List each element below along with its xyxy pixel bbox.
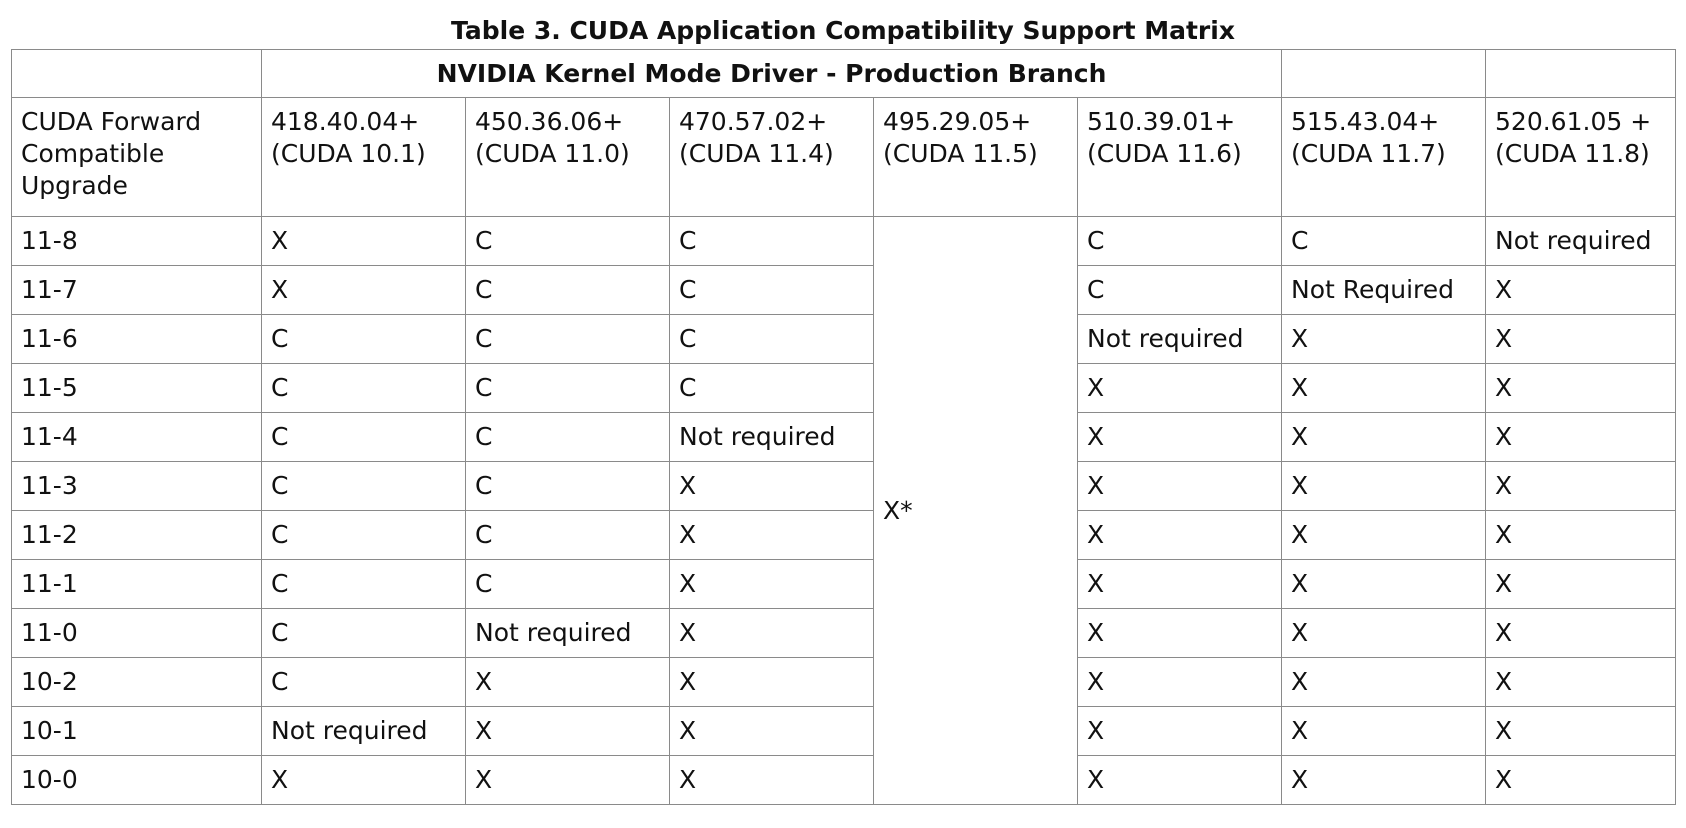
group-header-cell: NVIDIA Kernel Mode Driver - Production Branch — [262, 50, 1282, 98]
row-label: 11-2 — [12, 511, 262, 560]
cell-510: C — [1078, 266, 1282, 315]
cell-520: X — [1486, 462, 1676, 511]
column-header-495 — [874, 98, 1078, 217]
cuda-version: (CUDA 11.7) — [1291, 139, 1446, 168]
cell-515: X — [1282, 511, 1486, 560]
row-label: 10-2 — [12, 658, 262, 707]
row-label: 11-8 — [12, 217, 262, 266]
table-row — [12, 658, 1676, 707]
cell-510: X — [1078, 560, 1282, 609]
cell-510: X — [1078, 756, 1282, 805]
cell-515: X — [1282, 560, 1486, 609]
cell-515: Not Required — [1282, 266, 1486, 315]
cell-515: X — [1282, 707, 1486, 756]
cell-515: X — [1282, 364, 1486, 413]
cell-418: C — [262, 560, 466, 609]
cell-515: C — [1282, 217, 1486, 266]
row-label: 11-1 — [12, 560, 262, 609]
cell-520: Not required — [1486, 217, 1676, 266]
cell-470: C — [670, 315, 874, 364]
cuda-version: (CUDA 11.5) — [883, 139, 1038, 168]
cell-418: C — [262, 364, 466, 413]
column-header-row — [12, 98, 1676, 217]
row-header-line: CUDA Forward — [21, 107, 202, 136]
cell-450: C — [466, 217, 670, 266]
cell-418: C — [262, 511, 466, 560]
cell-418: Not required — [262, 707, 466, 756]
cell-520: X — [1486, 413, 1676, 462]
cell-450: C — [466, 413, 670, 462]
cell-515: X — [1282, 658, 1486, 707]
table-row — [12, 217, 1676, 266]
group-header-row — [12, 50, 1676, 98]
cell-520: X — [1486, 364, 1676, 413]
cell-418: C — [262, 315, 466, 364]
cell-520: X — [1486, 560, 1676, 609]
driver-version: 515.43.04+ — [1291, 107, 1440, 136]
cell-450: C — [466, 462, 670, 511]
driver-version: 470.57.02+ — [679, 107, 828, 136]
cell-418: C — [262, 658, 466, 707]
row-label: 10-0 — [12, 756, 262, 805]
driver-version: 450.36.06+ — [475, 107, 624, 136]
cell-450: Not required — [466, 609, 670, 658]
cell-470: X — [670, 756, 874, 805]
cell-450: X — [466, 658, 670, 707]
cell-450: C — [466, 315, 670, 364]
driver-version: 418.40.04+ — [271, 107, 420, 136]
driver-version: 510.39.01+ — [1087, 107, 1236, 136]
row-header-line: Upgrade — [21, 171, 128, 200]
row-label: 11-4 — [12, 413, 262, 462]
row-label: 11-0 — [12, 609, 262, 658]
table-row — [12, 364, 1676, 413]
column-header-520 — [1486, 98, 1676, 217]
cell-418: X — [262, 217, 466, 266]
cell-470: C — [670, 364, 874, 413]
table-row — [12, 756, 1676, 805]
row-header-line: Compatible — [21, 139, 165, 168]
cuda-version: (CUDA 11.4) — [679, 139, 834, 168]
cell-515: X — [1282, 462, 1486, 511]
cell-510: X — [1078, 707, 1282, 756]
cell-510: X — [1078, 462, 1282, 511]
cell-470: X — [670, 511, 874, 560]
column-header-418 — [262, 98, 466, 217]
cell-510: X — [1078, 658, 1282, 707]
cell-418: C — [262, 462, 466, 511]
cell-510: X — [1078, 413, 1282, 462]
cell-450: C — [466, 560, 670, 609]
column-header-515 — [1282, 98, 1486, 217]
cell-450: C — [466, 511, 670, 560]
compatibility-matrix-table — [11, 49, 1676, 805]
cuda-version: (CUDA 11.0) — [475, 139, 630, 168]
row-header-cell — [12, 98, 262, 217]
cell-470: X — [670, 560, 874, 609]
cell-418: C — [262, 609, 466, 658]
row-label: 11-7 — [12, 266, 262, 315]
cell-470: Not required — [670, 413, 874, 462]
merged-cell-495: X* — [874, 217, 1078, 805]
empty-group-cell — [1486, 50, 1676, 98]
table-row — [12, 511, 1676, 560]
cell-520: X — [1486, 707, 1676, 756]
cell-418: C — [262, 413, 466, 462]
cell-418: X — [262, 756, 466, 805]
cuda-version: (CUDA 11.8) — [1495, 139, 1650, 168]
cell-515: X — [1282, 315, 1486, 364]
column-header-450 — [466, 98, 670, 217]
table-row — [12, 266, 1676, 315]
cell-450: C — [466, 266, 670, 315]
cell-470: C — [670, 217, 874, 266]
table-row — [12, 560, 1676, 609]
table-row — [12, 315, 1676, 364]
cell-520: X — [1486, 511, 1676, 560]
cell-470: X — [670, 609, 874, 658]
row-label: 11-5 — [12, 364, 262, 413]
table-caption: Table 3. CUDA Application Compatibility Support Matrix — [451, 16, 1235, 45]
column-header-470 — [670, 98, 874, 217]
row-label: 11-6 — [12, 315, 262, 364]
cell-515: X — [1282, 756, 1486, 805]
cell-470: X — [670, 707, 874, 756]
cell-515: X — [1282, 413, 1486, 462]
cell-510: X — [1078, 511, 1282, 560]
cell-418: X — [262, 266, 466, 315]
table-row — [12, 413, 1676, 462]
driver-version: 520.61.05 + — [1495, 107, 1652, 136]
column-header-510 — [1078, 98, 1282, 217]
cell-520: X — [1486, 658, 1676, 707]
driver-version: 495.29.05+ — [883, 107, 1032, 136]
cuda-version: (CUDA 10.1) — [271, 139, 426, 168]
cell-470: X — [670, 462, 874, 511]
cell-470: C — [670, 266, 874, 315]
cell-450: X — [466, 756, 670, 805]
cell-470: X — [670, 658, 874, 707]
row-label: 10-1 — [12, 707, 262, 756]
cell-510: Not required — [1078, 315, 1282, 364]
cell-515: X — [1282, 609, 1486, 658]
cell-520: X — [1486, 266, 1676, 315]
cell-520: X — [1486, 315, 1676, 364]
cell-450: C — [466, 364, 670, 413]
table-row — [12, 609, 1676, 658]
cell-450: X — [466, 707, 670, 756]
row-label: 11-3 — [12, 462, 262, 511]
table-row — [12, 462, 1676, 511]
table-row — [12, 707, 1676, 756]
empty-group-cell — [1282, 50, 1486, 98]
empty-corner-cell — [12, 50, 262, 98]
cell-520: X — [1486, 609, 1676, 658]
cell-510: X — [1078, 609, 1282, 658]
cell-510: C — [1078, 217, 1282, 266]
cell-520: X — [1486, 756, 1676, 805]
cuda-version: (CUDA 11.6) — [1087, 139, 1242, 168]
cell-510: X — [1078, 364, 1282, 413]
